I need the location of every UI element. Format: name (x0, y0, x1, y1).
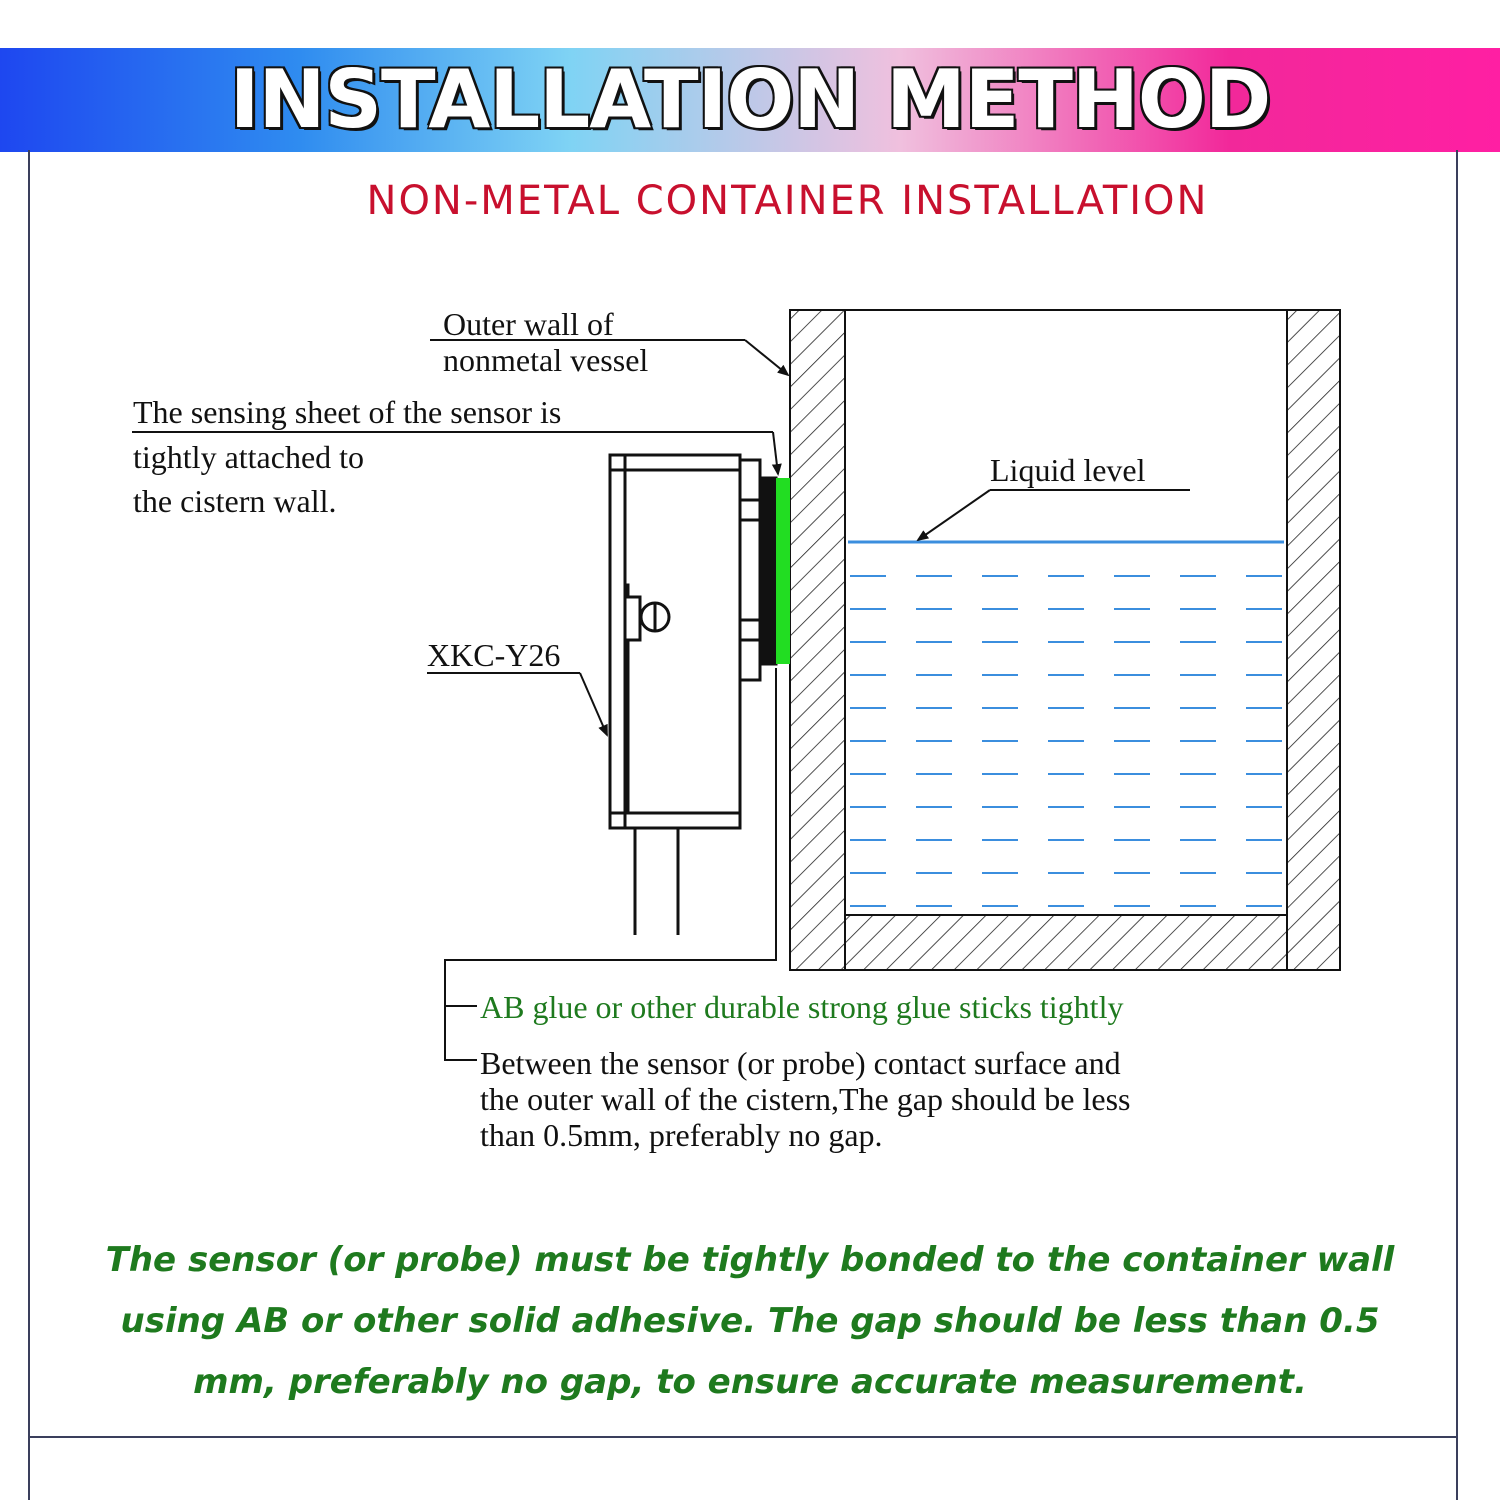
sensor-notch (625, 585, 640, 813)
label-sensing-1: The sensing sheet of the sensor is (133, 394, 562, 430)
label-model: XKC-Y26 (427, 637, 561, 673)
sensor-body (610, 455, 776, 935)
page-title: INSTALLATION METHOD (229, 53, 1271, 146)
label-liquid-level: Liquid level (990, 452, 1146, 488)
label-gap-1: Between the sensor (or probe) contact surface and (480, 1045, 1121, 1081)
vessel (790, 310, 1340, 970)
diagram-subtitle: NON-METAL CONTAINER INSTALLATION (366, 178, 1209, 224)
vessel-bottom-wall (845, 915, 1287, 970)
label-outer-wall-2: nonmetal vessel (443, 342, 649, 378)
label-gap-3: than 0.5mm, preferably no gap. (480, 1117, 883, 1153)
vessel-interior (845, 310, 1287, 915)
label-gap-2: the outer wall of the cistern,The gap should be less (480, 1081, 1131, 1117)
installation-caption: The sensor (or probe) must be tightly bonded to the container wall using AB or other solid adhesive. The gap should be less than 0.5 mm, preferably no gap, to ensure accurate measurement. (105, 1240, 1395, 1402)
label-sensing-3: the cistern wall. (133, 483, 337, 519)
sensing-sheet (776, 478, 790, 664)
vessel-left-wall (790, 310, 845, 970)
label-sensing-2: tightly attached to (133, 439, 365, 475)
label-glue: AB glue or other durable strong glue sticks tightly (480, 989, 1124, 1025)
vessel-right-wall (1287, 310, 1340, 970)
label-outer-wall-1: Outer wall of (443, 306, 614, 342)
